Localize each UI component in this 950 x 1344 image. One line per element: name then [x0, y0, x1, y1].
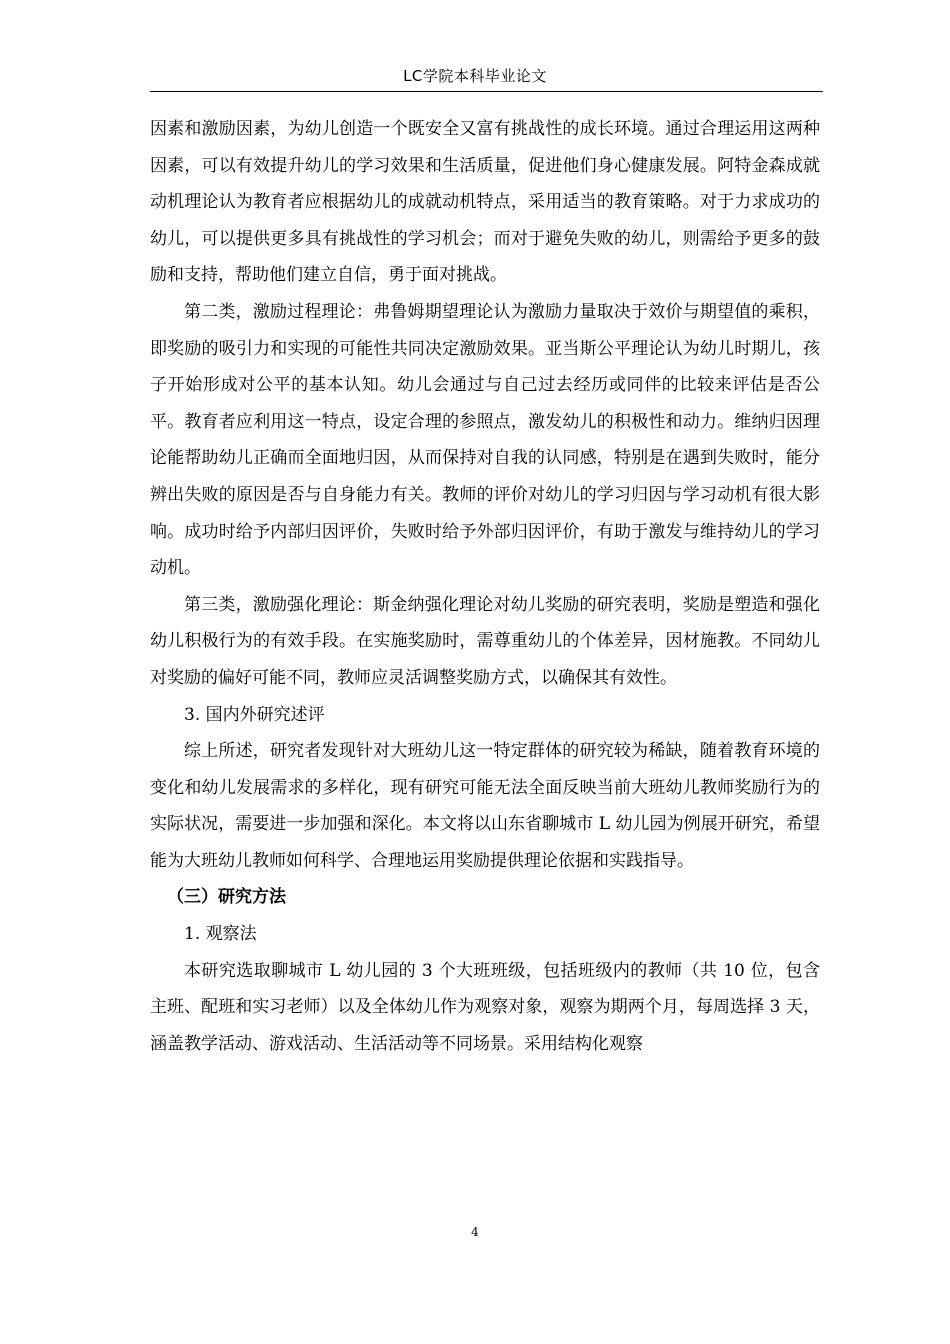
paragraph-1: 因素和激励因素，为幼儿创造一个既安全又富有挑战性的成长环境。通过合理运用这两种因素，可以有效提升幼儿的学习效果和生活质量，促进他们身心健康发展。阿特金森成就动机理论认为教育者应根据幼儿的成就动机特点，采用适当的教育策略。对于力求成功的幼儿，可以提供更多具有挑战性的学习机会；而对于避免失败的幼儿，则需给予更多的鼓励和支持，帮助他们建立自信，勇于面对挑战。 — [150, 119, 820, 286]
body-text — [150, 111, 820, 1062]
running-header: LC学院本科毕业论文 — [403, 67, 547, 85]
section-heading-methods: （三）研究方法 — [167, 887, 286, 908]
paragraph-process-theory: 第二类，激励过程理论：弗鲁姆期望理论认为激励力量取决于效价与期望值的乘积，即奖励的吸引力和实现的可能性共同决定激励效果。亚当斯公平理论认为幼儿时期儿，孩子开始形成对公平的基本认知。幼儿会通过与自己过去经历或同伴的比较来评估是否公平。教育者应利用这一特点，设定合理的参照点，激发幼儿的积极性和动力。维纳归因理论能帮助幼儿正确而全面地归因，从而保持对自我的认同感，特别是在遇到失败时，能分辨出失败的原因是否与自身能力有关。教师的评价对幼儿的学习归因与学习动机有很大影响。成功时给予内部归因评价，失败时给予外部归因评价，有助于激发与维持幼儿的学习动机。 — [150, 301, 820, 579]
paragraph-review: 综上所述，研究者发现针对大班幼儿这一特定群体的研究较为稀缺，随着教育环境的变化和幼儿发展需求的多样化，现有研究可能无法全面反映当前大班幼儿教师奖励行为的实际状况，需要进一步加强和深化。本文将以山东省聊城市 L 幼儿园为例展开研究，希望能为大班幼儿教师如何科学、合理地运用奖励提供理论依据和实践指导。 — [150, 741, 820, 871]
paragraph-reinforcement-theory: 第三类，激励强化理论：斯金纳强化理论对幼儿奖励的研究表明，奖励是塑造和强化幼儿积极行为的有效手段。在实施奖励时，需尊重幼儿的个体差异，因材施教。不同幼儿对奖励的偏好可能不同，教师应灵活调整奖励方式，以确保其有效性。 — [150, 594, 820, 688]
header-rule — [150, 91, 823, 92]
page-number: 4 — [471, 1225, 479, 1239]
paragraph-observation: 本研究选取聊城市 L 幼儿园的 3 个大班班级，包括班级内的教师（共 10 位，包含主班、配班和实习老师）以及全体幼儿作为观察对象，观察为期两个月，每周选择 3 天，涵盖教学活动、游戏活动、生活活动等不同场景。采用结构化观察 — [150, 960, 820, 1054]
subheading-observation: 1. 观察法 — [184, 924, 257, 945]
subheading-review: 3. 国内外研究述评 — [184, 704, 325, 725]
